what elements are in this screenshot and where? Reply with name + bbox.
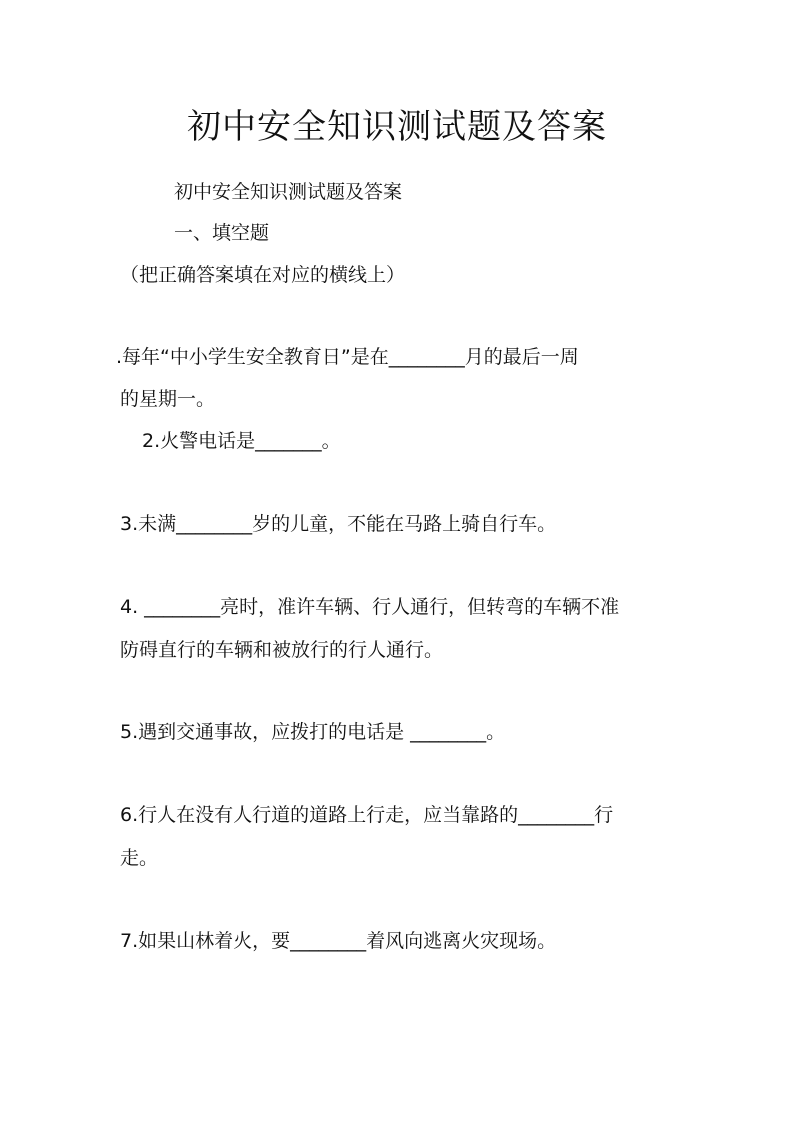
question-1-line-2: 的星期一。	[120, 388, 216, 410]
question-4-line-1: 4. ________亮时，准许车辆、行人通行，但转弯的车辆不准	[120, 596, 620, 618]
question-3: 3.未满________岁的儿童，不能在马路上骑自行车。	[120, 513, 557, 535]
question-6-line-1: 6.行人在没有人行道的道路上行走，应当靠路的________行	[120, 804, 614, 826]
question-5: 5.遇到交通事故，应拨打的电话是 ________。	[120, 721, 506, 743]
instruction-text: （把正确答案填在对应的横线上）	[120, 264, 406, 286]
section-heading: 一、填空题	[174, 222, 270, 244]
question-6-line-2: 走。	[120, 847, 159, 869]
document-title: 初中安全知识测试题及答案	[187, 107, 607, 147]
document-subtitle: 初中安全知识测试题及答案	[174, 181, 403, 203]
question-2: 2.火警电话是_______。	[142, 430, 341, 452]
question-4-line-2: 防碍直行的车辆和被放行的行人通行。	[120, 639, 444, 661]
question-7: 7.如果山林着火，要________着风向逃离火灾现场。	[120, 930, 557, 952]
question-1-line-1: .每年“中小学生安全教育日”是在________月的最后一周	[116, 346, 579, 368]
